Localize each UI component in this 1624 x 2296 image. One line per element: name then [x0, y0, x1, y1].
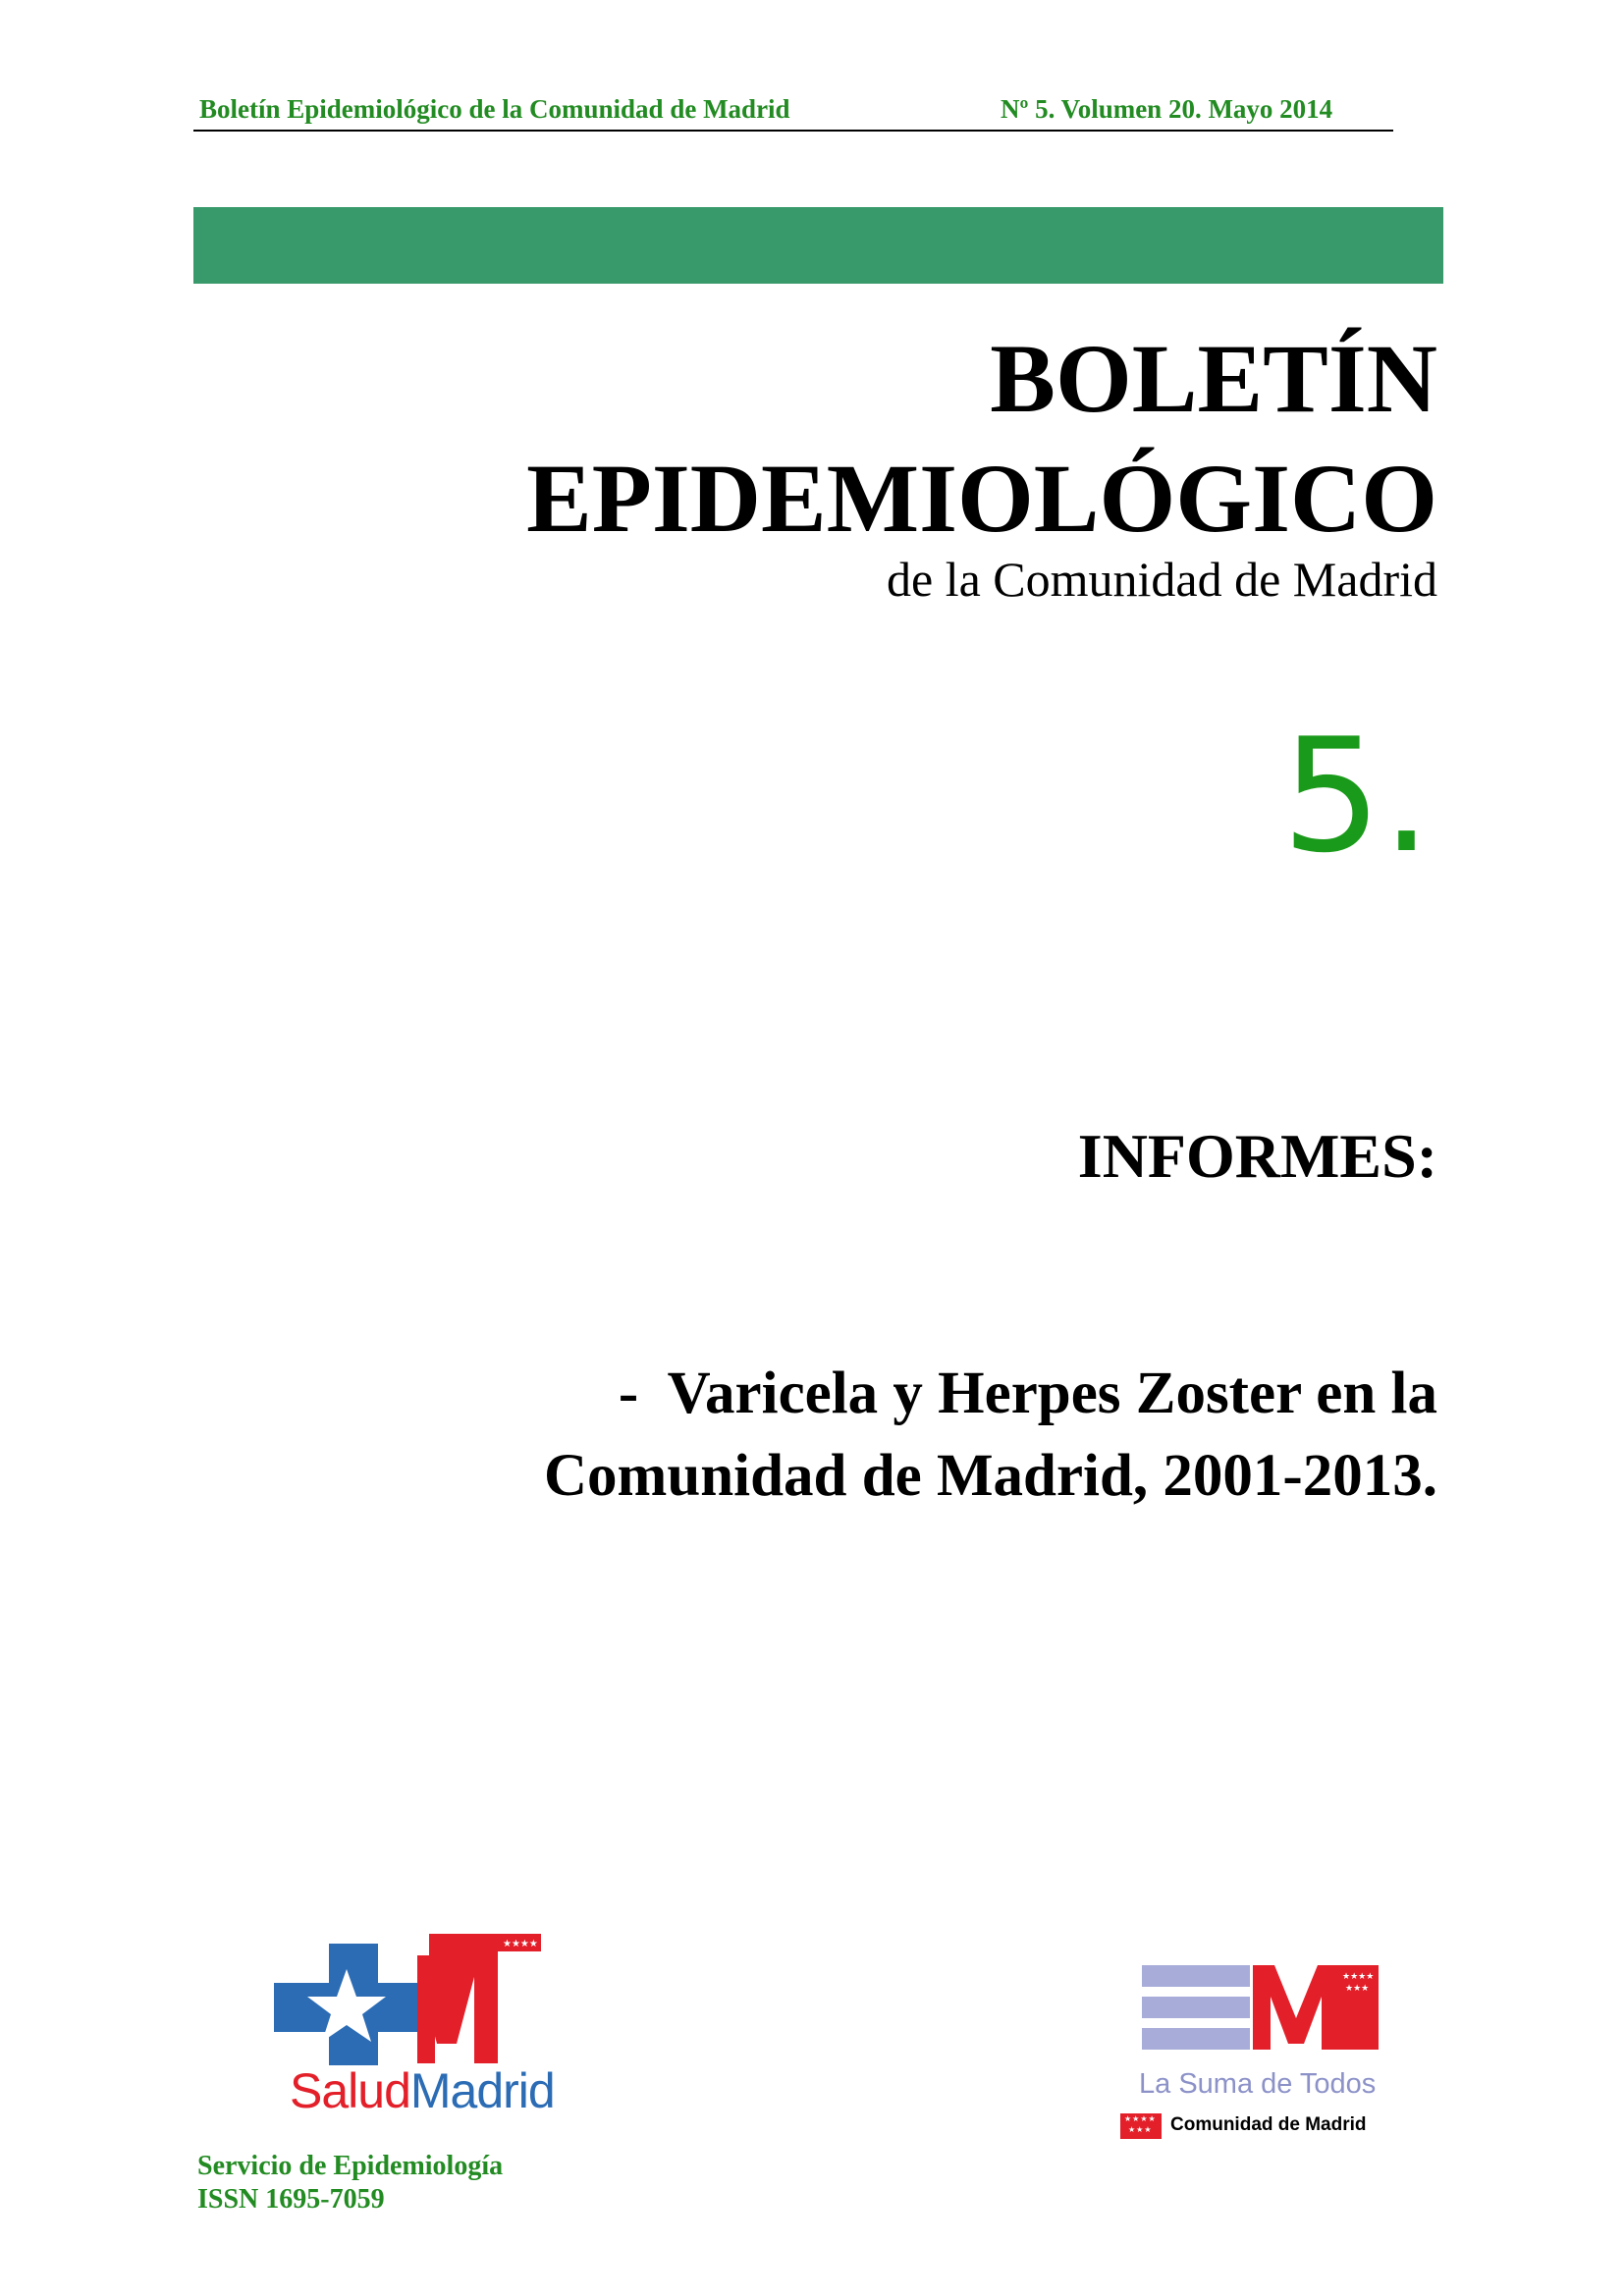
footer-service-name: Servicio de Epidemiología: [197, 2151, 504, 2181]
page-header: [193, 94, 1393, 132]
salud-madrid-wordmark-part1: Salud: [290, 2063, 410, 2118]
title-subtitle: de la Comunidad de Madrid: [887, 552, 1437, 607]
svg-text:★★★★: ★★★★: [503, 1939, 538, 1949]
comunidad-madrid-tagline: La Suma de Todos: [1139, 2068, 1377, 2100]
report-title-line-2: Comunidad de Madrid, 2001-2013.: [543, 1443, 1437, 1509]
svg-text:★★★★: ★★★★: [1342, 1972, 1375, 1982]
comunidad-madrid-emblem-icon: [1088, 1936, 1446, 2068]
title-line-2: EPIDEMIOLÓGICO: [526, 444, 1437, 553]
issue-number: 5.: [1281, 704, 1432, 887]
decorative-green-band: [193, 207, 1443, 284]
report-title-line-1: - Varicela y Herpes Zoster en la: [618, 1361, 1437, 1426]
section-label: INFORMES:: [1077, 1121, 1437, 1191]
salud-madrid-wordmark: [290, 2063, 555, 2118]
salud-madrid-logo: [270, 1926, 623, 2132]
footer-service-info: [197, 2150, 503, 2216]
header-publication-title: Boletín Epidemiológico de la Comunidad de Madrid: [199, 94, 790, 124]
comunidad-madrid-name: Comunidad de Madrid: [1170, 2114, 1367, 2135]
salud-madrid-wordmark-part2: Madrid: [409, 2063, 555, 2118]
svg-text:★★★: ★★★: [1345, 1984, 1370, 1994]
footer-issn: ISSN 1695-7059: [197, 2184, 385, 2215]
title-line-1: BOLETÍN: [990, 324, 1437, 433]
comunidad-madrid-logo: [1088, 1936, 1446, 2186]
report-title: [544, 1353, 1437, 1518]
header-issue-info: Nº 5. Volumen 20. Mayo 2014: [1001, 94, 1333, 124]
madrid-flag-icon: ★★★★ ★★★: [1120, 2113, 1162, 2139]
